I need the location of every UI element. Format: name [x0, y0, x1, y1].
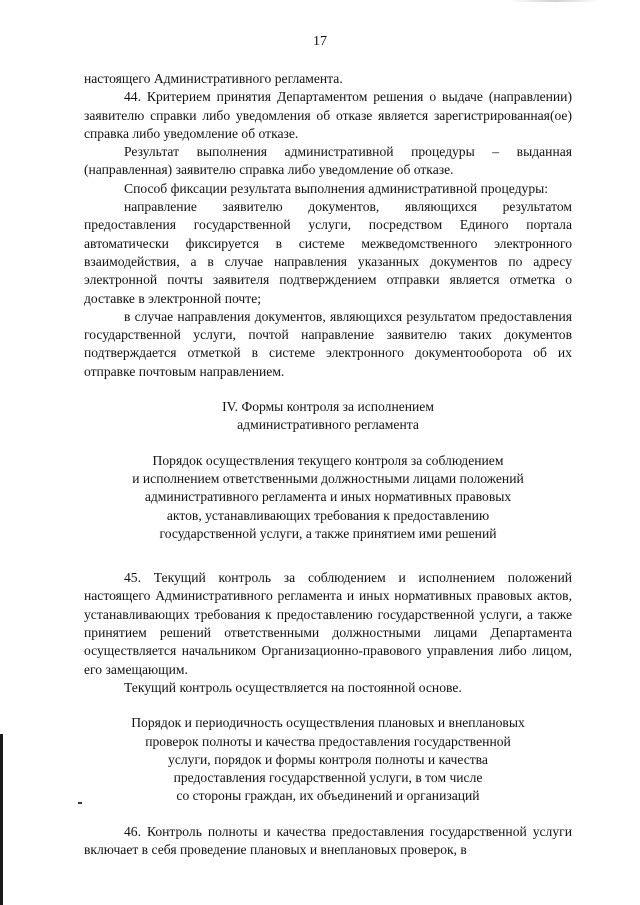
- subheading-line: Порядок и периодичность осуществления плановых и внеплановых: [131, 715, 525, 731]
- section-heading-line: административного регламента: [237, 417, 419, 433]
- paragraph-result: Результат выполнения административной процедуры – выданная (направленная) заявителю справка либо уведомление об отказе.: [84, 144, 572, 178]
- subheading-inspections: [84, 714, 572, 805]
- document-body: [84, 70, 572, 859]
- subheading-current-control: [84, 452, 572, 543]
- subheading-line: услуги, порядок и формы контроля полноты и качества: [168, 751, 488, 767]
- scan-artifact-left-edge: [0, 734, 3, 905]
- scan-artifact-dot: [78, 802, 82, 804]
- paragraph-fixation-method: Способ фиксации результата выполнения административной процедуры:: [124, 180, 549, 196]
- subheading-line: государственной услуги, а также принятием ими решений: [159, 525, 497, 541]
- paragraph-continuation: настоящего Административного регламента.: [84, 71, 343, 86]
- section-heading-iv: [84, 398, 572, 435]
- paragraph-44: 44. Критерием принятия Департаментом решения о выдаче (направлении) заявителю справки либо уведомления об отказе является зарегистрированная(ое) справка либо уведомление об отказе.: [84, 89, 572, 141]
- paragraph-portal-direction: направление заявителю документов, являющихся результатом предоставления государственной услуги, посредством Единого портала автоматически фиксируется в системе межведомственного электронного взаимодействия, а в случае направления указанных документов по адресу электронной почты заявителя подтверждением отправки является отметка о доставке в электронной почте;: [84, 199, 572, 306]
- subheading-line: Порядок осуществления текущего контроля за соблюдением: [152, 452, 504, 468]
- subheading-line: со стороны граждан, их объединений и организаций: [176, 788, 480, 804]
- subheading-line: актов, устанавливающих требования к предоставлению: [166, 507, 490, 523]
- subheading-line: проверок полноты и качества предоставления государственной: [145, 733, 511, 749]
- paragraph-45-continuous: Текущий контроль осуществляется на постоянной основе.: [124, 679, 462, 695]
- section-heading-line: IV. Формы контроля за исполнением: [222, 399, 434, 415]
- paragraph-45: 45. Текущий контроль за соблюдением и исполнением положений настоящего Административного регламента и иных нормативных правовых актов, устанавливающих требования к предоставлению государственной услуги, а также принятием решений ответственными должностными лицами Департамента осуществляется начальником Организационно-правового управления либо лицом, его замещающим.: [84, 570, 572, 677]
- subheading-line: и исполнением ответственными должностными лицами положений: [132, 470, 524, 486]
- scan-artifact-top: [510, 0, 600, 2]
- page-number: 17: [313, 34, 327, 49]
- subheading-line: административного регламента и иных нормативных правовых: [144, 489, 512, 505]
- paragraph-mail-direction: в случае направления документов, являющихся результатом предоставления государственной услуги, почтой направление заявителю таких документов подтверждается отметкой в системе электронного документооборота об их отправке почтовым направлением.: [84, 308, 572, 379]
- subheading-line: предоставления государственной услуги, в том числе: [173, 770, 483, 786]
- paragraph-46: 46. Контроль полноты и качества предоставления государственной услуги включает в себя проведение плановых и внеплановых проверок, в: [84, 823, 572, 857]
